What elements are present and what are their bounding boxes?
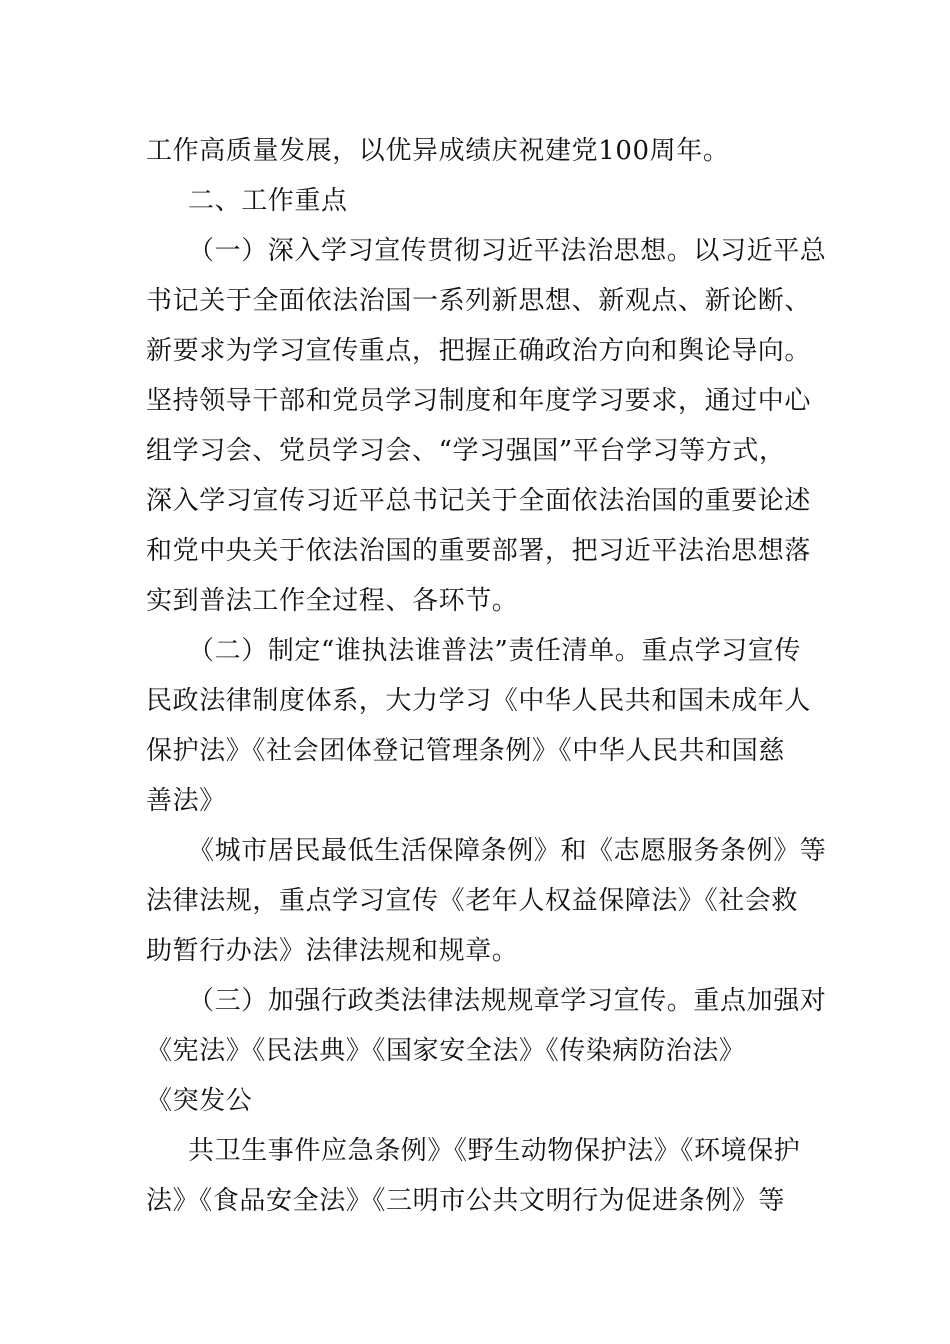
text-line: 《城市居民最低生活保障条例》和《志愿服务条例》等 [188, 836, 827, 866]
text-line: （三）加强行政类法律法规规章学习宣传。重点加强对 [188, 986, 827, 1016]
section-heading: 二、工作重点 [188, 186, 348, 216]
text-line: 法》《食品安全法》《三明市公共文明行为促进条例》等 [146, 1186, 786, 1216]
text-line: 实到普法工作全过程、各环节。 [146, 586, 519, 616]
text-line: 民政法律制度体系，大力学习《中华人民共和国未成年人 [146, 686, 812, 716]
text-line: 坚持领导干部和党员学习制度和年度学习要求，通过中心 [146, 386, 812, 416]
text-line: 书记关于全面依法治国一系列新思想、新观点、新论断、 [146, 286, 812, 316]
text-line: 法律法规，重点学习宣传《老年人权益保障法》《社会救 [146, 886, 799, 916]
text-line: 深入学习宣传习近平总书记关于全面依法治国的重要论述 [146, 486, 812, 516]
text-line: 和党中央关于依法治国的重要部署，把习近平法治思想落 [146, 536, 812, 566]
text-line: 助暂行办法》法律法规和规章。 [146, 936, 519, 966]
text-line: 新要求为学习宣传重点，把握正确政治方向和舆论导向。 [146, 336, 812, 366]
text-line: （二）制定“谁执法谁普法”责任清单。重点学习宣传 [188, 636, 801, 666]
text-line: （一）深入学习宣传贯彻习近平法治思想。以习近平总 [188, 236, 827, 266]
text-line: 善法》 [146, 786, 226, 816]
text-line: 保护法》《社会团体登记管理条例》《中华人民共和国慈 [146, 736, 786, 766]
text-line: 组学习会、党员学习会、“学习强国”平台学习等方式， [146, 436, 786, 466]
text-line: 共卫生事件应急条例》《野生动物保护法》《环境保护 [188, 1136, 801, 1166]
text-line: 《突发公 [146, 1086, 253, 1116]
text-line: 工作高质量发展，以优异成绩庆祝建党100周年。 [146, 136, 730, 166]
text-line: 《宪法》《民法典》《国家安全法》《传染病防治法》 [146, 1036, 746, 1066]
